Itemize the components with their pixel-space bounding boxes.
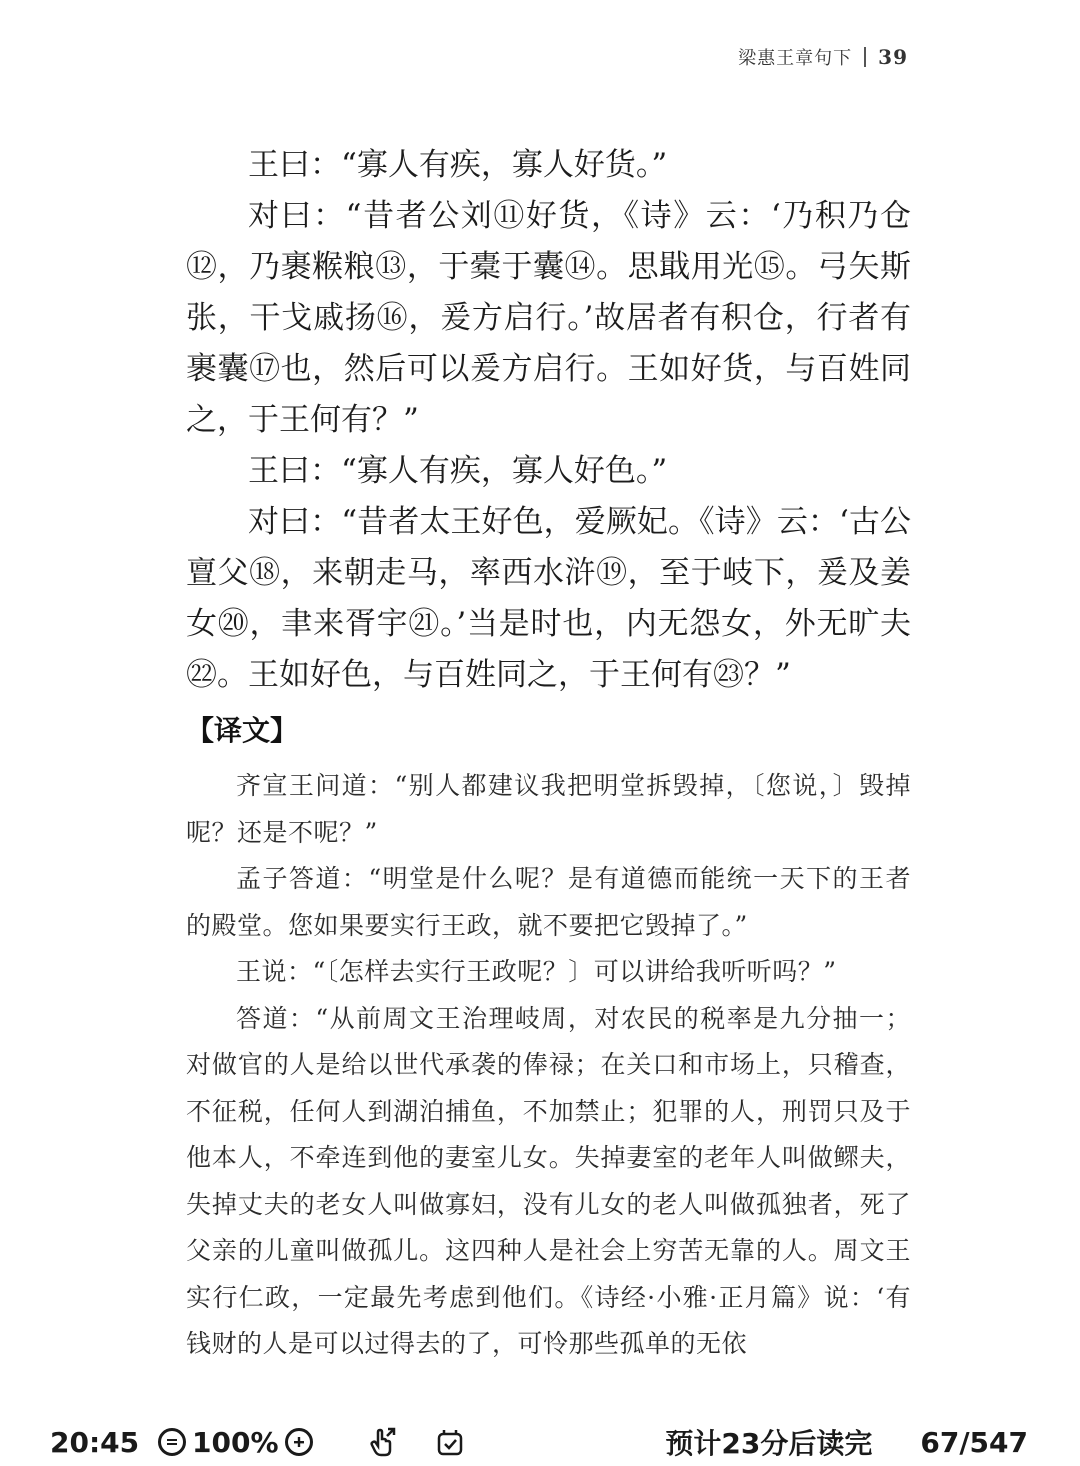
minus-icon [165,1435,179,1449]
reader-content[interactable] [186,140,911,1368]
zoom-out-icon[interactable] [158,1428,186,1456]
translation-paragraph: 齐宣王问道：“别人都建议我把明堂拆毁掉，〔您说，〕毁掉呢？还是不呢？” [186,771,911,847]
note-icon [434,1426,466,1458]
translation-text [186,763,911,1368]
original-paragraph: 王曰：“寡人有疾，寡人好色。” [248,453,668,489]
zoom-in-icon[interactable] [285,1428,313,1456]
translation-paragraph: 孟子答道：“明堂是什么呢？是有道德而能统一天下的王者的殿堂。您如果要实行王政，就不要把它毁掉了。” [186,864,911,940]
original-text [186,140,911,701]
remaining-reading-time: 预计23分后读完 [665,1427,873,1460]
translation-heading: 【译文】 [186,714,299,747]
reader-status-bar [50,1420,1028,1464]
plus-icon [292,1435,306,1449]
translation-paragraph: 王说：“〔怎样去实行王政呢？〕可以讲给我听听吗？” [236,957,837,986]
original-paragraph: 王曰：“寡人有疾，寡人好货。” [248,147,668,183]
page-number: 39 [878,45,908,69]
original-paragraph: 对曰：“昔者公刘⑪好货，《诗》云：‘乃积乃仓⑫，乃裹糇粮⑬，于橐于囊⑭。思戢用光⑮。弓矢斯张，干戈戚扬⑯，爰方启行。’故居者有积仓，行者有裹囊⑰也，然后可以爰方启行。王如好货，与百姓同之，于王何有？” [186,198,911,438]
touch-mode-icon[interactable] [365,1425,399,1459]
page-header [738,44,908,70]
translation-paragraph: 答道：“从前周文王治理岐周，对农民的税率是九分抽一；对做官的人是给以世代承袭的俸禄；在关口和市场上，只稽查，不征税，任何人到湖泊捕鱼，不加禁止；犯罪的人，刑罚只及于他本人，不牵连到他的妻室儿女。失掉妻室的老年人叫做鳏夫，失掉丈夫的老女人叫做寡妇，没有儿女的老人叫做孤独者，死了父亲的儿童叫做孤儿。这四种人是社会上穷苦无靠的人。周文王实行仁政，一定最先考虑到他们。《诗经·小雅·正月篇》说：‘有钱财的人是可以过得去的了，可怜那些孤单的无依 [186,1003,911,1358]
chapter-title: 梁惠王章句下 [738,48,853,69]
zoom-control [158,1426,313,1459]
zoom-level: 100% [192,1425,279,1459]
bookmark-edit-icon[interactable] [433,1425,467,1459]
page-progress: 67/547 [920,1425,1028,1459]
header-divider [864,47,866,67]
clock-time: 20:45 [50,1425,140,1459]
hand-pointer-icon [366,1426,398,1458]
original-paragraph: 对曰：“昔者太王好色，爱厥妃。《诗》云：‘古公亶父⑱，来朝走马，率西水浒⑲，至于岐下，爰及姜女⑳，聿来胥宇㉑。’当是时也，内无怨女，外无旷夫㉒。王如好色，与百姓同之，于王何有㉓？” [186,504,911,693]
